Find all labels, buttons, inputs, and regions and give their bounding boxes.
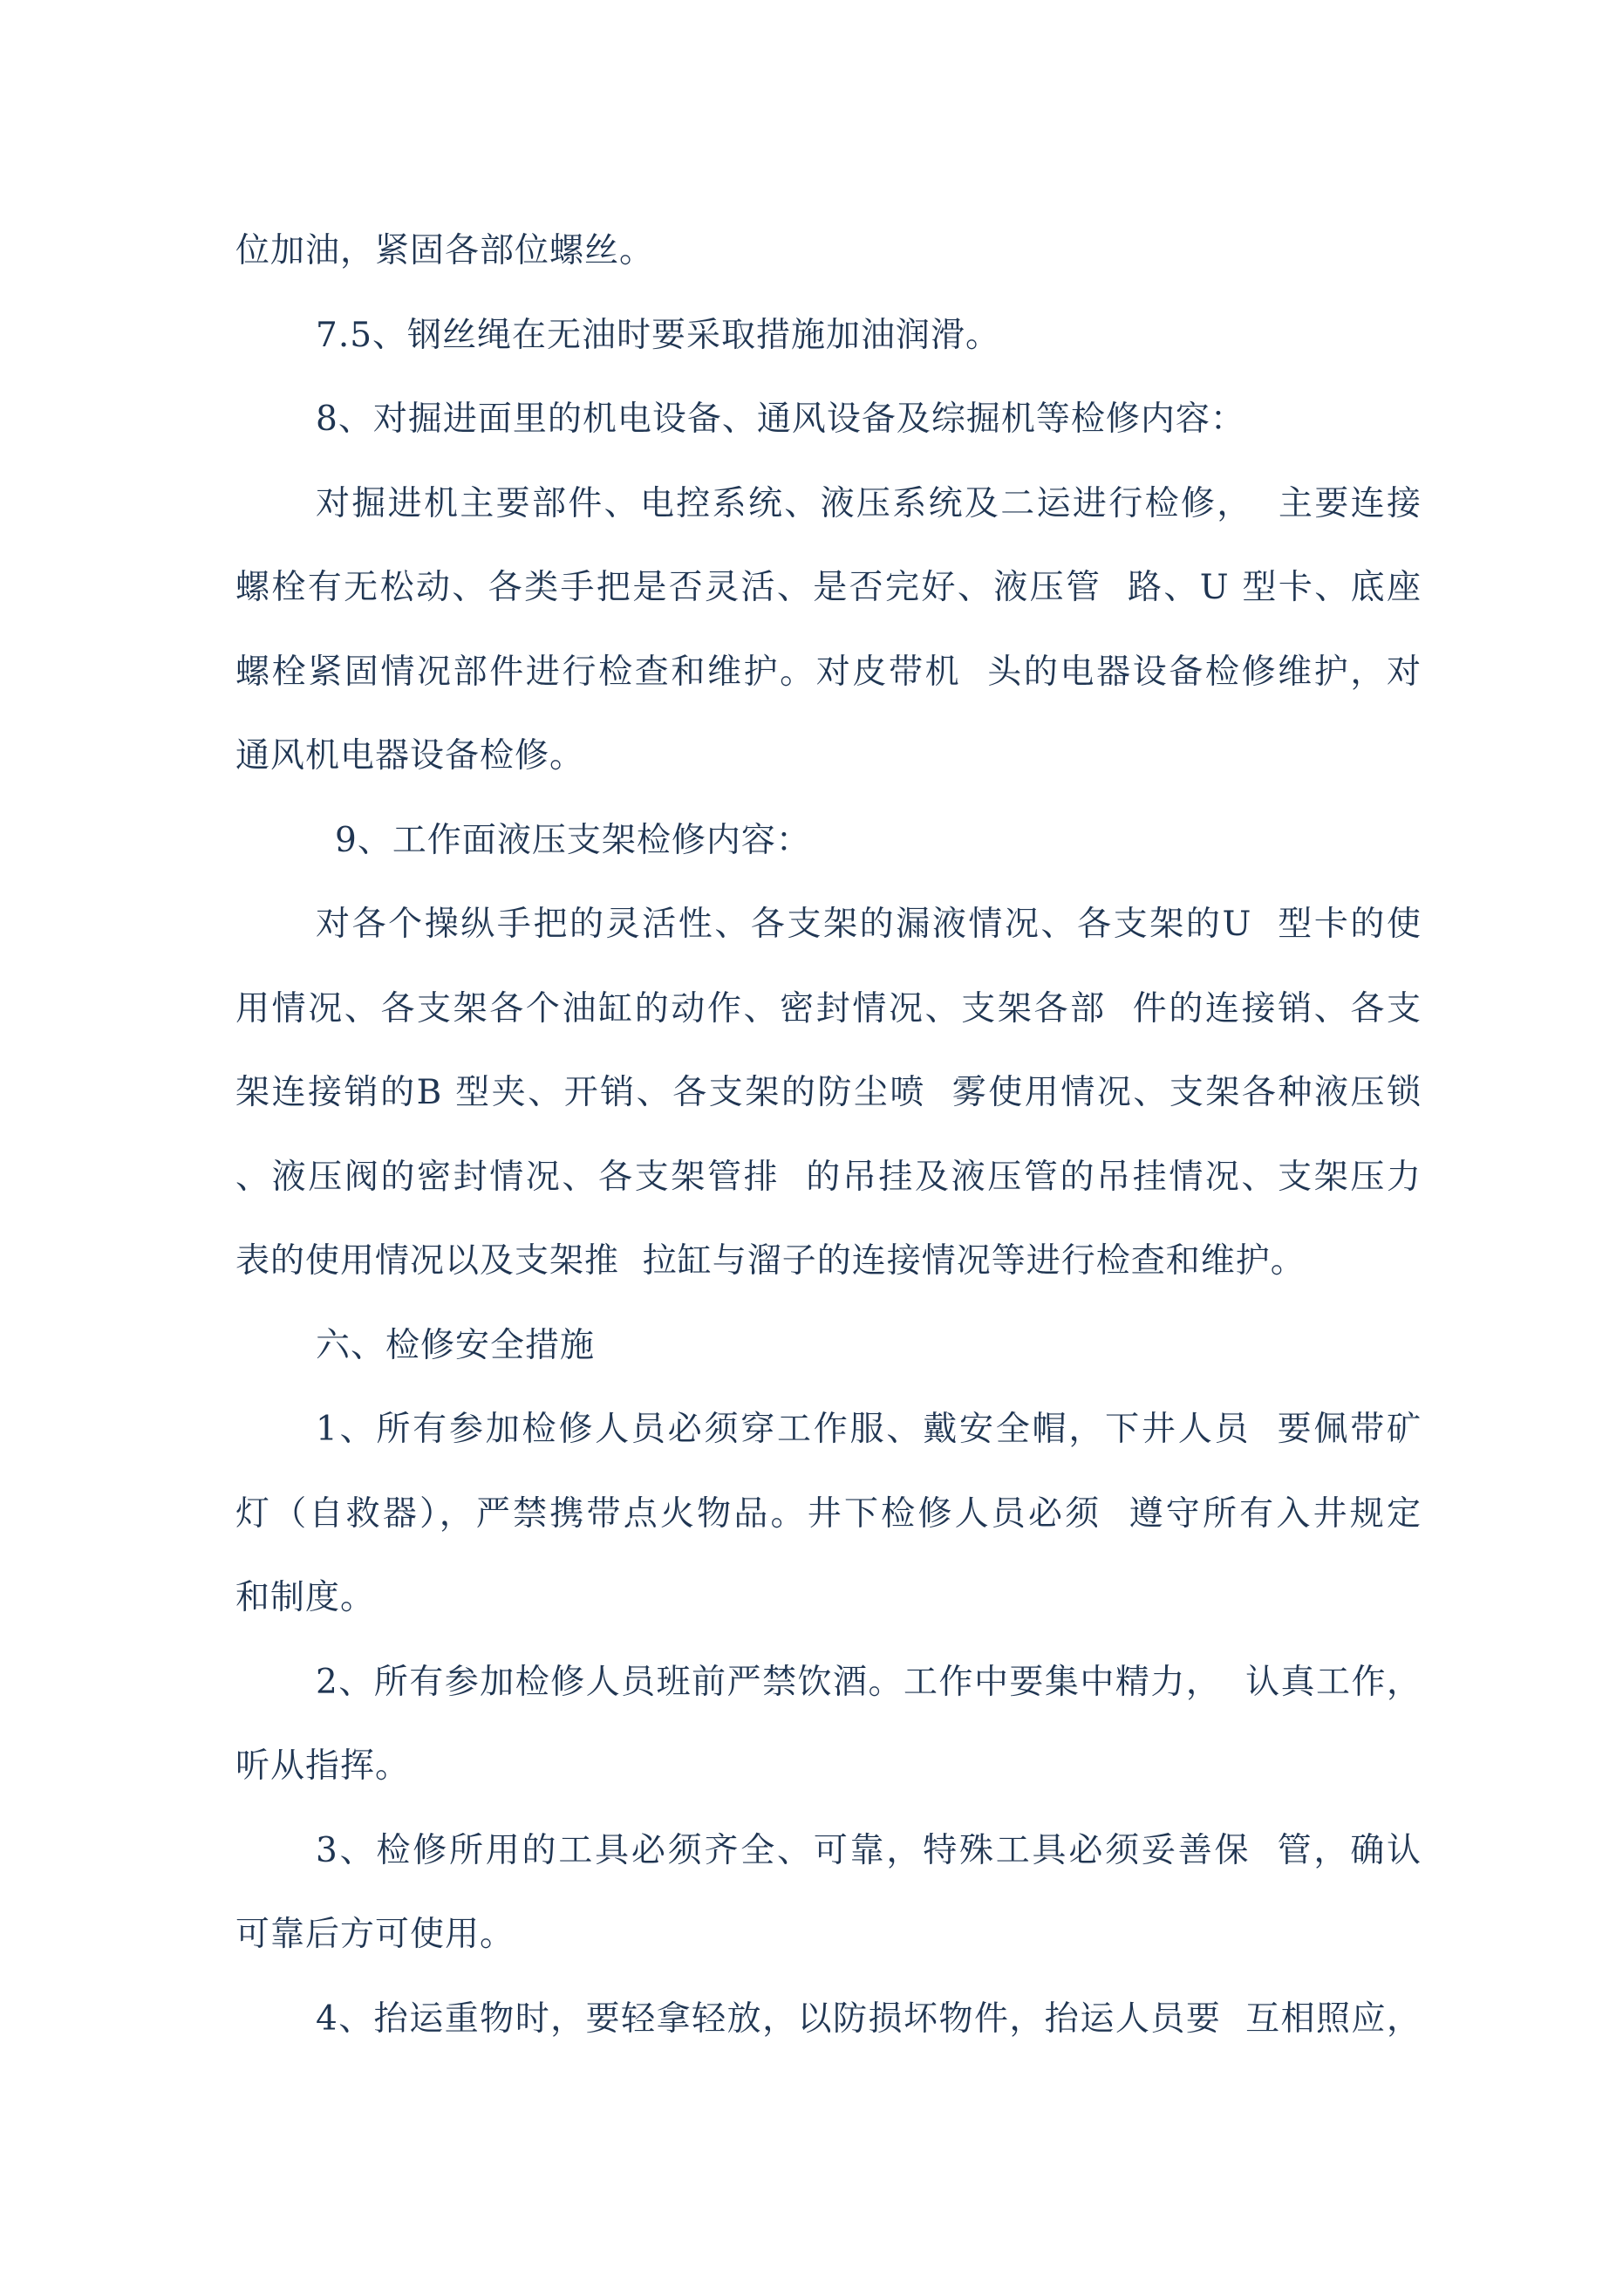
text-line: 位加油，紧固各部位螺丝。 [235, 231, 655, 270]
section-heading-9: 9、工作面液压支架检修内容： [335, 820, 811, 860]
text-line: 3、检修所用的工具必须齐全、可靠，特殊工具必须妥善保 管，确认 [316, 1830, 1422, 1870]
text-line: 听从指挥。 [235, 1746, 411, 1786]
document-body [235, 209, 1422, 2061]
text-line: 7.5、钢丝绳在无油时要采取措施加油润滑。 [316, 315, 1001, 355]
text-line: 通风机电器设备检修。 [235, 736, 585, 776]
text-line: 螺栓有无松动、各类手把是否灵活、是否完好、液压管 路、U 型卡、底座 [235, 568, 1422, 607]
text-line: 螺栓紧固情况部件进行检查和维护。对皮带机 头的电器设备检修维护，对 [235, 652, 1422, 692]
text-line: 灯（自救器），严禁携带点火物品。井下检修人员必须 遵守所有入井规定 [235, 1493, 1422, 1534]
text-line: 架连接销的B 型夹、开销、各支架的防尘喷 雾使用情况、支架各种液压锁 [235, 1073, 1422, 1112]
section-heading-8: 8、对掘进面里的机电设备、通风设备及综掘机等检修内容： [316, 400, 1245, 439]
text-line: 和制度。 [235, 1578, 376, 1617]
text-line: 表的使用情况以及支架推 拉缸与溜子的连接情况等进行检查和维护。 [235, 1241, 1306, 1281]
text-line: 对各个操纵手把的灵活性、各支架的漏液情况、各支架的U 型卡的使 [316, 905, 1422, 944]
text-line: 1、所有参加检修人员必须穿工作服、戴安全帽，下井人员 要佩带矿 [316, 1410, 1422, 1449]
text-line: 对掘进机主要部件、电控系统、液压系统及二运进行检修， 主要连接 [316, 483, 1422, 523]
text-line: 2、所有参加检修人员班前严禁饮酒。工作中要集中精力， 认真工作， [316, 1662, 1422, 1702]
section-heading-6: 六、检修安全措施 [316, 1325, 596, 1365]
text-line: 可靠后方可使用。 [235, 1915, 515, 1954]
text-line: 用情况、各支架各个油缸的动作、密封情况、支架各部 件的连接销、各支 [235, 988, 1422, 1028]
text-line: 、液压阀的密封情况、各支架管排 的吊挂及液压管的吊挂情况、支架压力 [235, 1157, 1422, 1197]
text-line: 4、抬运重物时，要轻拿轻放，以防损坏物件，抬运人员要 互相照应， [316, 1999, 1422, 2039]
